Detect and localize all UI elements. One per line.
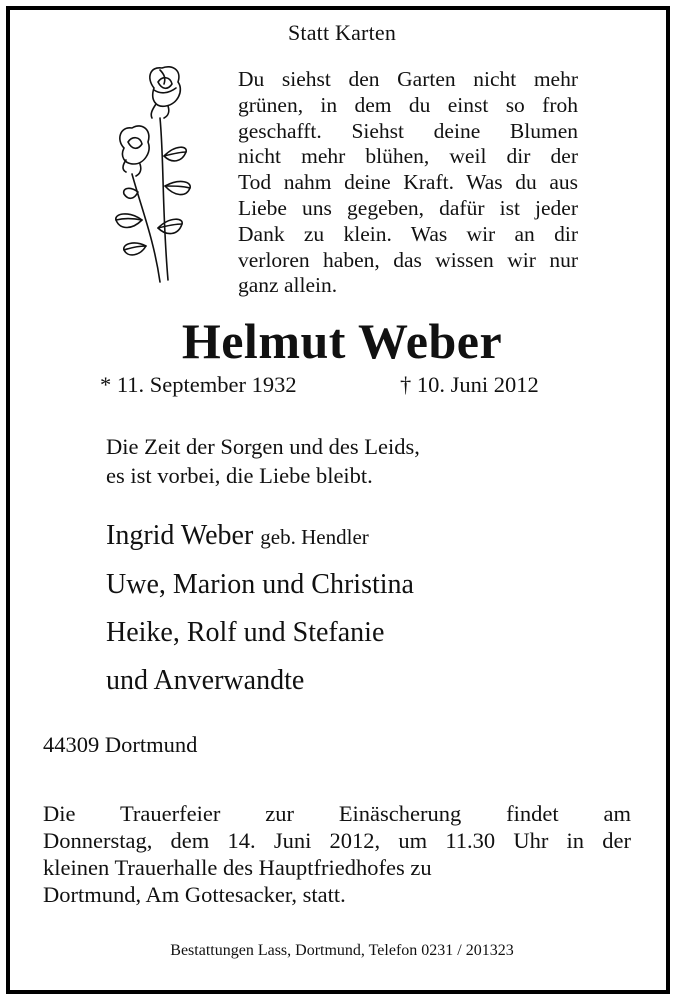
service-line: Die Trauerfeier zur Einäscherung findet am [43, 801, 631, 826]
verse-line: es ist vorbei, die Liebe bleibt. [106, 463, 373, 488]
family-mourners [106, 512, 414, 705]
poem-text [238, 67, 578, 299]
service-line: Dortmund, Am Gottesacker, statt. [43, 882, 346, 907]
poem-line: nicht mehr blühen, weil dir der [238, 144, 578, 169]
funeral-service-text [43, 800, 631, 908]
poem-line: Liebe uns gegeben, dafür ist jeder [238, 195, 578, 220]
verse-line: Die Zeit der Sorgen und des Leids, [106, 434, 420, 459]
death-date: † 10. Juni 2012 [400, 372, 539, 397]
poem-line: verloren haben, das wissen wir nur [238, 247, 578, 272]
poem-line: Dank zu klein. Was wir an dir [238, 221, 578, 246]
family-line: Uwe, Marion und Christina [106, 569, 414, 600]
deceased-name: Helmut Weber [181, 313, 503, 369]
verse-text [106, 432, 420, 490]
poem-line: geschafft. Siehst deine Blumen [238, 118, 578, 143]
poem-line: Tod nahm deine Kraft. Was du aus [238, 170, 578, 195]
service-line: kleinen Trauerhalle des Hauptfriedhofes zu [43, 855, 432, 880]
spouse-name: Ingrid Weber [106, 520, 254, 551]
service-line: Donnerstag, dem 14. Juni 2012, um 11.30 Uhr in der [43, 828, 631, 853]
family-line: Heike, Rolf und Stefanie [106, 617, 385, 648]
family-line: und Anverwandte [106, 665, 305, 696]
rose-icon [102, 60, 202, 290]
spouse-line [106, 512, 414, 561]
spouse-birth-name: geb. Hendler [260, 525, 369, 549]
poem-line: Du siehst den Garten nicht mehr [238, 67, 578, 91]
poem-line: ganz allein. [238, 273, 338, 298]
obituary-notice [6, 6, 670, 994]
poem-line: grünen, in dem du einst so froh [238, 92, 578, 117]
birth-date: * 11. September 1932 [100, 372, 297, 397]
header-title: Statt Karten [287, 20, 397, 45]
undertaker-footer: Bestattungen Lass, Dortmund, Telefon 0231 / 201323 [170, 942, 514, 959]
city-line: 44309 Dortmund [43, 732, 198, 757]
